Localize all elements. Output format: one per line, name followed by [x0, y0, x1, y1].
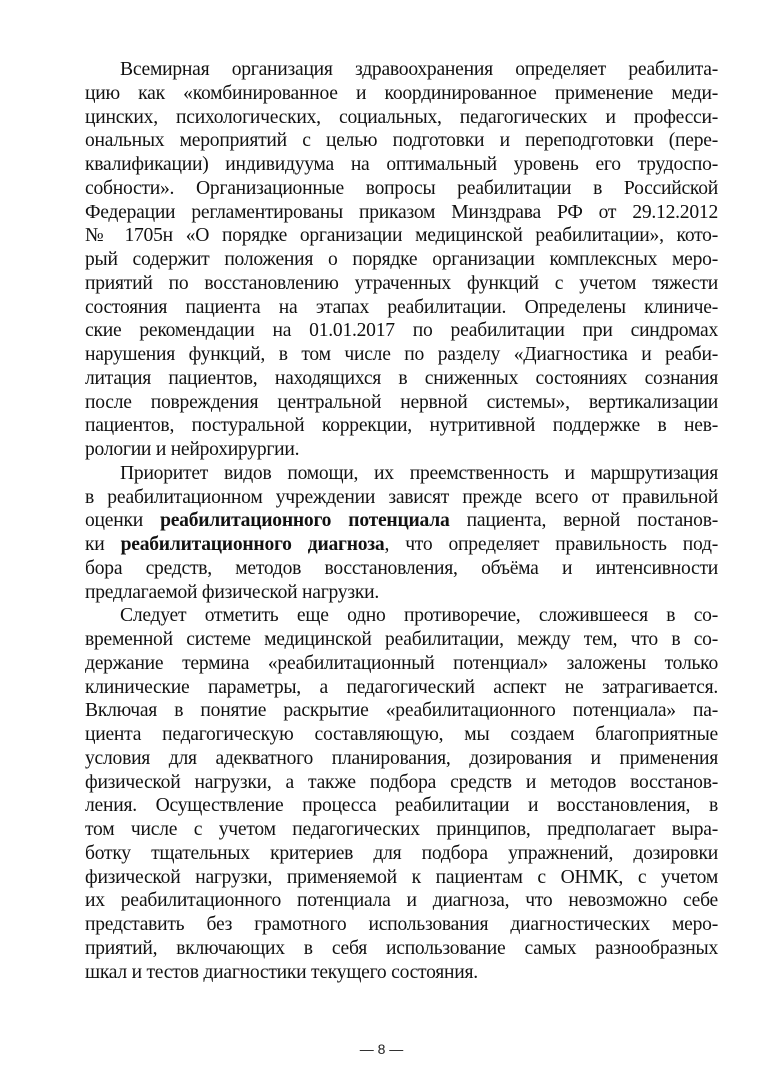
text-line: Следует отметить еще одно противоречие, сложившееся в со-	[120, 605, 718, 627]
text-line: пациентов, постуральной коррекции, нутритивной поддержке в нев-	[85, 415, 718, 437]
text-line: цинских, психологических, социальных, педагогических и професси-	[85, 106, 718, 128]
text-line: ональных мероприятий с целью подготовки и переподготовки (пере-	[85, 130, 718, 152]
text-line: рологии и нейрохирургии.	[85, 439, 300, 460]
text-line: циента педагогическую составляющую, мы создаем благоприятные	[85, 724, 718, 745]
text-line: Всемирная организация здравоохранения определяет реабилита-	[120, 59, 718, 80]
text-line: приятий, включающих в себя использование самых разнообразных	[85, 937, 718, 959]
text-line: рый содержит положения о порядке организации комплексных меро-	[85, 249, 718, 270]
text-line: условия для адекватного планирования, дозирования и применения	[85, 747, 718, 769]
text-line: Включая в понятие раскрытие «реабилитационного потенциала» па-	[85, 700, 718, 722]
paragraph	[85, 58, 718, 462]
text-line: ки реабилитационного диагноза, что определяет правильность под-	[85, 534, 718, 555]
bold-term: реабилитационного диагноза	[120, 534, 385, 555]
text-line: ботку тщательных критериев для подбора упражнений, дозировки	[85, 842, 718, 864]
text-line: в реабилитационном учреждении зависят прежде всего от правильной	[85, 486, 718, 508]
paragraph	[85, 462, 718, 605]
text-line: предлагаемой физической нагрузки.	[85, 581, 379, 603]
text-line: бора средств, методов восстановления, объёма и интенсивности	[85, 557, 718, 579]
text-line: клинические параметры, а педагогический аспект не затрагивается.	[85, 676, 718, 698]
text-line: ления. Осуществление процесса реабилитации и восстановления, в	[85, 795, 718, 817]
text-line: состояния пациента на этапах реабилитации. Определены клиниче-	[85, 296, 718, 318]
text-line: № 1705н «О порядке организации медицинской реабилитации», кото-	[85, 225, 718, 247]
text-line: представить без грамотного использования диагностических меро-	[85, 914, 718, 935]
paragraph	[85, 604, 718, 984]
text-line: собности». Организационные вопросы реабилитации в Российской	[85, 177, 718, 199]
page-number: — 8 —	[359, 1041, 404, 1057]
text-line: шкал и тестов диагностики текущего состояния.	[85, 961, 478, 983]
body-text	[85, 58, 718, 984]
text-line: нарушения функций, в том числе по разделу «Диагностика и реаби-	[85, 344, 718, 365]
text-line: оценки реабилитационного потенциала пациента, верной постанов-	[85, 510, 718, 532]
text-line: литация пациентов, находящихся в сниженных состояниях сознания	[85, 367, 718, 389]
text-line: том числе с учетом педагогических принципов, предполагает выра-	[85, 819, 718, 840]
text-line: цию как «комбинированное и координированное применение меди-	[85, 82, 718, 104]
text-line: после повреждения центральной нервной системы», вертикализации	[85, 391, 718, 413]
bold-term: реабилитационного потенциала	[160, 510, 450, 532]
text-line: Федерации регламентированы приказом Минздрава РФ от 29.12.2012	[85, 201, 718, 223]
text-line: временной системе медицинской реабилитации, между тем, что в со-	[85, 629, 718, 650]
text-line: квалификации) индивидуума на оптимальный уровень его трудоспо-	[85, 154, 718, 175]
text-line: Приоритет видов помощи, их преемственность и маршрутизация	[120, 462, 718, 484]
text-line: держание термина «реабилитационный потенциал» заложены только	[85, 652, 718, 674]
text-line: приятий по восстановлению утраченных функций с учетом тяжести	[85, 272, 718, 294]
text-line: физической нагрузки, применяемой к пациентам с ОНМК, с учетом	[85, 866, 718, 888]
text-line: физической нагрузки, а также подбора средств и методов восстанов-	[85, 771, 718, 793]
text-line: ские рекомендации на 01.01.2017 по реабилитации при синдромах	[85, 320, 718, 342]
text-line: их реабилитационного потенциала и диагноза, что невозможно себе	[85, 890, 718, 912]
